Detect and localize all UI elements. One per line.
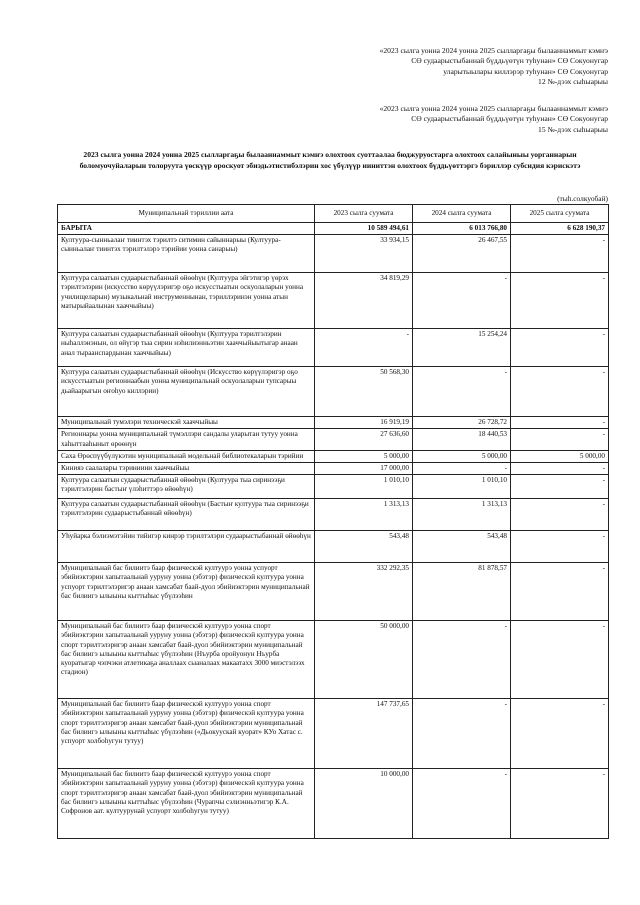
table-row bbox=[58, 235, 609, 273]
subsidy-table bbox=[57, 204, 609, 839]
total-2023: 10 589 494,61 bbox=[315, 223, 413, 235]
table-row bbox=[58, 499, 609, 531]
row-2025: - bbox=[511, 621, 609, 699]
row-name: Регионнары уонна муниципальнай түмэллэри сандалы уларытан тутуу уонна хаһыттааһыныт өрөөнүн bbox=[58, 429, 315, 450]
row-name: Култуура салаатын судаарыстыбаннай өйөөһүн (Култуура тыа сиринээҕи тэрилтэлэрин бастыҥ үлэһиттэрэ өйөөһүн) bbox=[58, 475, 315, 499]
table-header-row bbox=[58, 205, 609, 223]
row-2024: 5 000,00 bbox=[413, 450, 511, 462]
total-2024: 6 013 766,80 bbox=[413, 223, 511, 235]
row-2024: 18 440,53 bbox=[413, 429, 511, 450]
appendix-note-12 bbox=[278, 46, 608, 87]
appendix-note-15 bbox=[278, 104, 608, 135]
row-name: Култуура-сынньалаҥ тиинтэх тэрилтэ ситимин сайыннарыы (Култуура-сынньалаҥ тиинтэх тэрилтэлэрэ тэрийии уонна санарыы) bbox=[58, 235, 315, 273]
row-2025: - bbox=[511, 329, 609, 367]
row-name: Култуура салаатын судаарыстыбаннай өйөөһүн (Искусство көрүүлэригэр оҕо искусстыатын регионнаабын уонна муниципальнай оскуолаларын тупсарыы дьайаарыгын оҥоһуо киллэрии) bbox=[58, 367, 315, 417]
row-2023: 147 737,65 bbox=[315, 699, 413, 769]
row-2025: - bbox=[511, 563, 609, 621]
appendix-note-line: «2023 сылга уонна 2024 уонна 2025 сылларгаҕы былааннаммыт кэмҥэ bbox=[379, 46, 608, 55]
table-row bbox=[58, 367, 609, 417]
appendix-note-line: «2023 сылга уонна 2024 уонна 2025 сылларгаҕы былааннаммыт кэмҥэ bbox=[379, 104, 608, 113]
row-2025: 5 000,00 bbox=[511, 450, 609, 462]
row-2023: 16 919,19 bbox=[315, 417, 413, 429]
table-row bbox=[58, 769, 609, 839]
table-row bbox=[58, 621, 609, 699]
row-2025: - bbox=[511, 531, 609, 563]
row-2023: 50 568,30 bbox=[315, 367, 413, 417]
row-2025: - bbox=[511, 769, 609, 839]
row-2023: 33 934,15 bbox=[315, 235, 413, 273]
column-header-name: Муниципальнай тэриллии аата bbox=[58, 205, 315, 223]
units-label: (тыһ.солкуобай) bbox=[557, 194, 608, 203]
document-title bbox=[50, 150, 610, 171]
table-row bbox=[58, 463, 609, 475]
appendix-note-line: 15 №-дээх сыһыарыы bbox=[538, 124, 608, 134]
row-2023: 50 000,00 bbox=[315, 621, 413, 699]
appendix-note-line: СӨ судаарыстыбаннай бүддьүөтүн туһунан» СӨ Сокуонугар bbox=[411, 56, 608, 66]
table-row bbox=[58, 450, 609, 462]
row-2024: - bbox=[413, 769, 511, 839]
row-name: Уһуйарка бэлиэмэтэйин тийигэр кинрэр тэрилтэлэри судаарыстыбаннай өйөөһүн bbox=[58, 531, 315, 563]
row-2024: - bbox=[413, 273, 511, 329]
row-2024: - bbox=[413, 621, 511, 699]
total-label: БАРЫТА bbox=[58, 223, 315, 235]
row-name: Култуура салаатын судаарыстыбаннай өйөөһүн (Култуура эйгэтигэр үөрэх тэрилтэлэрин (искусство көрүүлэригэр оҕо искусстыатын оскуолаларын уонна училищеларын) музыкальнай инструменнынан, тэриллэринэн уонна атын матырыйаалынан хааччыйыы) bbox=[58, 273, 315, 329]
row-2024: 15 254,24 bbox=[413, 329, 511, 367]
row-2025: - bbox=[511, 475, 609, 499]
row-name: Муниципальнай бас билиитэ баар физическэй култуурэ уонна успуорт эбийиэктэрин хапытаальнай ууруну уонна (эбэтэр) физическэй култуура уонна успуорт тэрилтэлэригэр анаан хамсабат баай-дуол эбийиэктэрин муниципальнай бас билиигэ ылыыны кыттыһыс үбүлээһин bbox=[58, 563, 315, 621]
column-header-2023: 2023 сылга суумата bbox=[315, 205, 413, 223]
row-2025: - bbox=[511, 699, 609, 769]
row-2024: - bbox=[413, 367, 511, 417]
row-2023: 34 819,29 bbox=[315, 273, 413, 329]
row-name: Саха Өрөспүүбүлүкэтин муниципальнай модельнай библиотекаларын тэрийии bbox=[58, 450, 315, 462]
row-name: Муниципальнай бас билиитэ баар физическэй култуурэ уонна спорт эбийиэктэрин хапытаальнай ууруну уонна (эбэтэр) физическэй култуура уонна спорт тэрилтэлэригэр анаан хамсабат баай-дуол эбийиэктэрин муниципальнай бас билиигэ ылыыны кыттыһыс үбүлээһин (Нъурба оройуонун Нъурба куоратыгар чэпчэки атлетикаҕа аналлаах сыаналаах макаатахх 3000 миэстэлээх стадион) bbox=[58, 621, 315, 699]
appendix-note-line: 12 №-дээх сыһыарыы bbox=[538, 76, 608, 86]
row-2024: 1 010,10 bbox=[413, 475, 511, 499]
total-2025: 6 628 190,37 bbox=[511, 223, 609, 235]
appendix-note-line: уларытыылары киллэрэр туһунан» СӨ Сокуонугар bbox=[443, 66, 608, 76]
row-2023: 27 636,60 bbox=[315, 429, 413, 450]
row-name: Култуура салаатын судаарыстыбаннай өйөөһүн (Бастыҥ култуура тыа сиринээҕи тэрилтэлэрин судаарыстыбаннай өйөөһүн) bbox=[58, 499, 315, 531]
row-2024: 26 728,72 bbox=[413, 417, 511, 429]
row-2025: - bbox=[511, 499, 609, 531]
row-2023: 1 010,10 bbox=[315, 475, 413, 499]
row-2023: 17 000,00 bbox=[315, 463, 413, 475]
table-row bbox=[58, 329, 609, 367]
row-2025: - bbox=[511, 429, 609, 450]
row-2024: 26 467,55 bbox=[413, 235, 511, 273]
appendix-note-line: СӨ судаарыстыбаннай бүддьүөтүн туһунан» СӨ Сокуонугар bbox=[411, 114, 608, 124]
row-2023: 332 292,35 bbox=[315, 563, 413, 621]
row-2025: - bbox=[511, 273, 609, 329]
row-2023: 543,48 bbox=[315, 531, 413, 563]
row-2024: 81 878,57 bbox=[413, 563, 511, 621]
row-2025: - bbox=[511, 235, 609, 273]
row-2025: - bbox=[511, 463, 609, 475]
total-row bbox=[58, 223, 609, 235]
row-2024: 1 313,13 bbox=[413, 499, 511, 531]
table-row bbox=[58, 417, 609, 429]
table-row bbox=[58, 531, 609, 563]
row-name: Муниципальнай тумэлэри техническэй хааччыйыы bbox=[58, 417, 315, 429]
column-header-2025: 2025 сылга суумата bbox=[511, 205, 609, 223]
row-2024: - bbox=[413, 699, 511, 769]
row-name: Култуура салаатын судаарыстыбаннай өйөөһүн (Култуура тэрилтэлэрин ныһаллэнэнын, ол өйүгэр тыа сирин нэһилиэнньэтин хааччыйыытыгар анаан анал тыраанспардынан хааччыйыы) bbox=[58, 329, 315, 367]
table-row bbox=[58, 699, 609, 769]
row-name: Муниципальнай бас билиитэ баар физическэй култуурэ уонна спорт эбийиэктэрин хапытаальнай ууруну уонна (эбэтэр) физическэй култуура уонна спорт тэрилтэлэригэр анаан хамсабат баай-дуол эбийиэктэрин муниципальнай бас билиигэ ылыыны кыттыһыс үбүлээһин (Чурапчы сэлиэнньэтигэр К.А. Софронов аат. култуурунай успуорт холбоһугун тутуу) bbox=[58, 769, 315, 839]
column-header-2024: 2024 сылга суумата bbox=[413, 205, 511, 223]
row-2025: - bbox=[511, 417, 609, 429]
table-row bbox=[58, 273, 609, 329]
document-title-line: 2023 сылга уонна 2024 уонна 2025 сылларгаҕы былааннаммыт кэмҥэ олохтоох суоттаалаа бюджуруостарга олохтоох салайыныы уорганнарын bbox=[83, 150, 577, 159]
row-2023: 5 000,00 bbox=[315, 450, 413, 462]
row-2025: - bbox=[511, 367, 609, 417]
document-title-line: боломуочуйаларын толоруута үөскүүр ороскуот эбиэдьэтистибэлэрин хос үбүлүүр ииниттэн олохтоох бүддьүөттэргэ бэриллэр субсидия кэрискэтэ bbox=[79, 160, 581, 170]
row-2023: 10 000,00 bbox=[315, 769, 413, 839]
row-2024: 543,48 bbox=[413, 531, 511, 563]
row-2023: 1 313,13 bbox=[315, 499, 413, 531]
row-2024: - bbox=[413, 463, 511, 475]
row-name: Кинияэ саалалары тэриниини хааччыйыы bbox=[58, 463, 315, 475]
row-name: Муниципальнай бас билиитэ баар физическэй култуурэ уонна спорт эбийиэктэрин хапытаальнай ууруну уонна (эбэтэр) физическэй култуура уонна спорт тэрилтэлэригэр анаан хамсабат баай-дуол эбийиэктэрин муниципальнай бас билиигэ ылыыны кыттыһыс үбүлээһин («Дьокуускай куорат» КУо Хатас с. успуорт холбоһугун тутуу) bbox=[58, 699, 315, 769]
table-row bbox=[58, 475, 609, 499]
row-2023: - bbox=[315, 329, 413, 367]
table-row bbox=[58, 563, 609, 621]
table-row bbox=[58, 429, 609, 450]
